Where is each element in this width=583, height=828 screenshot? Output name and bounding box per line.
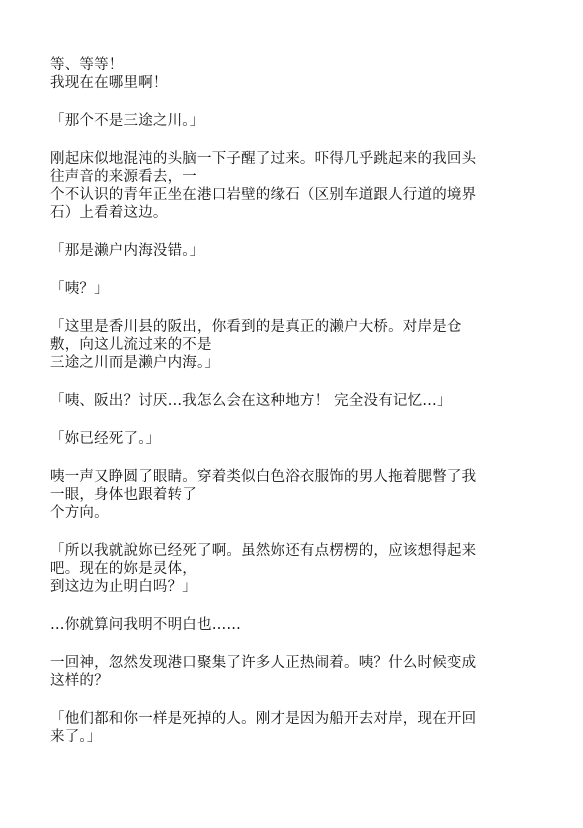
- paragraph: [50, 430, 550, 448]
- text-line: 一回神，忽然发现港口聚集了许多人正热闹着。咦？什么时候变成: [50, 655, 477, 671]
- text-line: 刚起床似地混沌的头脑一下子醒了过来。吓得几乎跳起来的我回头: [50, 151, 477, 167]
- paragraph: [50, 112, 550, 130]
- text-line: 「这里是香川县的阪出，你看到的是真正的濑户大桥。对岸是仓: [50, 319, 462, 335]
- text-line: 「他们都和你一样是死掉的人。刚才是因为船开去对岸，现在开回: [50, 711, 477, 727]
- text-line: 个不认识的青年正坐在港口岩壁的缘石（区别车道跟人行道的境界: [50, 187, 477, 203]
- paragraph: [50, 616, 550, 634]
- text-line: 吧。现在的妳是灵体，: [50, 561, 197, 577]
- paragraph: [50, 392, 550, 410]
- text-line: 石）上看着这边。: [50, 205, 168, 221]
- text-line: 「那个不是三途之川。」: [50, 113, 205, 129]
- text-line: 往声音的来源看去，一: [50, 169, 197, 185]
- paragraph: [50, 654, 550, 690]
- text-line: 到这边为止明白吗？」: [50, 579, 197, 595]
- text-line: 敷，向这儿流过来的不是: [50, 337, 212, 353]
- paragraph: [50, 318, 550, 372]
- text-line: 三途之川而是濑户内海。」: [50, 355, 220, 371]
- text-line: 来了。」: [50, 729, 102, 745]
- paragraph: [50, 710, 550, 746]
- text-line: 「那是濑户内海没错。」: [50, 243, 205, 259]
- text-line: 「咦？」: [50, 281, 109, 297]
- paragraph: [50, 150, 550, 222]
- text-line: 等、等等！: [50, 57, 124, 73]
- text-line: 「咦、阪出？讨厌…我怎么会在这种地方！ 完全没有记忆…」: [50, 393, 452, 409]
- document-page: [50, 56, 550, 766]
- text-line: 我现在在哪里啊！: [50, 75, 168, 91]
- text-line: 一眼，身体也跟着转了: [50, 487, 197, 503]
- text-line: 咦一声又睁圆了眼睛。穿着类似白色浴衣服饰的男人拖着腮瞥了我: [50, 469, 477, 485]
- text-line: 「妳已经死了。」: [50, 431, 161, 447]
- paragraph: [50, 468, 550, 522]
- text-line: 个方向。: [50, 505, 109, 521]
- paragraph: [50, 242, 550, 260]
- text-line: 「所以我就說妳已经死了啊。虽然妳还有点楞楞的，应该想得起来: [50, 543, 477, 559]
- paragraph: [50, 280, 550, 298]
- text-line: …你就算问我明不明白也……: [50, 617, 242, 633]
- paragraph: [50, 542, 550, 596]
- paragraph: [50, 56, 550, 92]
- text-line: 这样的？: [50, 673, 109, 689]
